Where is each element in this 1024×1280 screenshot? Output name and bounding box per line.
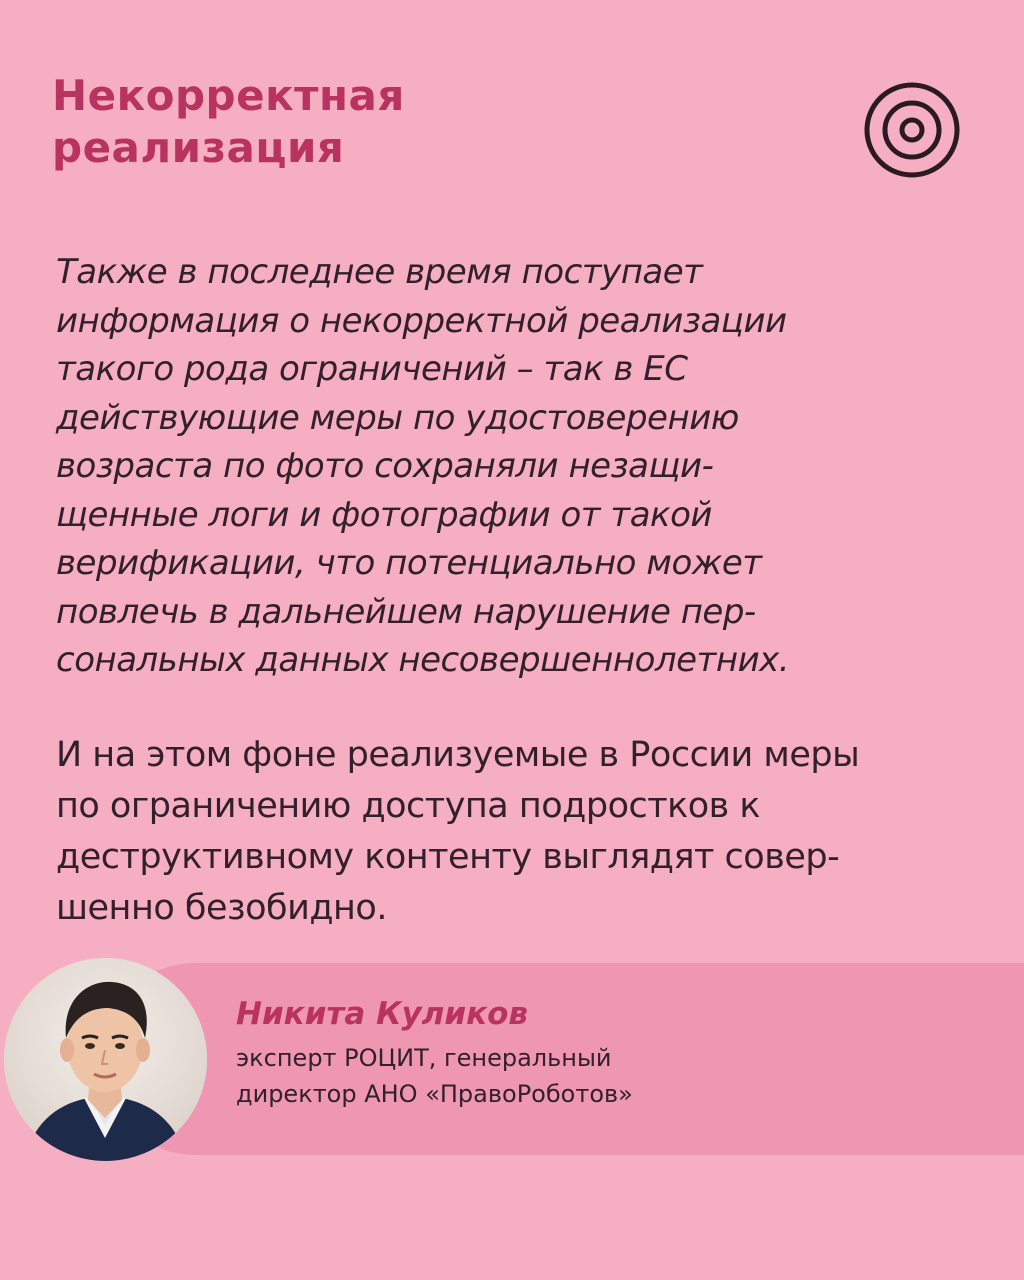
body-line: шенно безобидно. bbox=[56, 888, 387, 928]
quote-line: действующие меры по удостоверению bbox=[56, 397, 739, 438]
body-line: И на этом фоне реализуемые в России меры bbox=[56, 735, 860, 775]
title-line-1: Некорректная bbox=[52, 71, 405, 120]
body-paragraph bbox=[56, 730, 996, 934]
author-name: Никита Куликов bbox=[236, 996, 529, 1032]
author-role-line-2: директор АНО «ПравоРоботов» bbox=[236, 1080, 633, 1108]
author-role bbox=[236, 1040, 633, 1112]
quote-text bbox=[56, 248, 986, 685]
quote-line: возраста по фото сохраняли незащи- bbox=[56, 446, 714, 486]
quote-line: верификации, что потенциально может bbox=[56, 543, 762, 583]
quote-line: щенные логи и фотографии от такой bbox=[56, 494, 712, 535]
author-role-line-1: эксперт РОЦИТ, генеральный bbox=[236, 1044, 612, 1072]
page-title bbox=[52, 70, 752, 174]
body-line: деструктивному контенту выглядят совер- bbox=[56, 837, 840, 877]
quote-line: сональных данных несовершеннолетних. bbox=[56, 640, 790, 680]
quote-line: Также в последнее время поступает bbox=[56, 252, 703, 292]
author-avatar bbox=[4, 958, 207, 1161]
concentric-circles-icon bbox=[862, 80, 962, 180]
quote-line: такого рода ограничений – так в ЕС bbox=[56, 349, 688, 389]
title-line-2: реализация bbox=[52, 123, 345, 172]
quote-line: информация о некорректной реализации bbox=[56, 300, 787, 341]
quote-line: повлечь в дальнейшем нарушение пер- bbox=[56, 591, 756, 632]
author-portrait-illustration bbox=[4, 958, 207, 1161]
body-line: по ограничению доступа подростков к bbox=[56, 786, 761, 826]
